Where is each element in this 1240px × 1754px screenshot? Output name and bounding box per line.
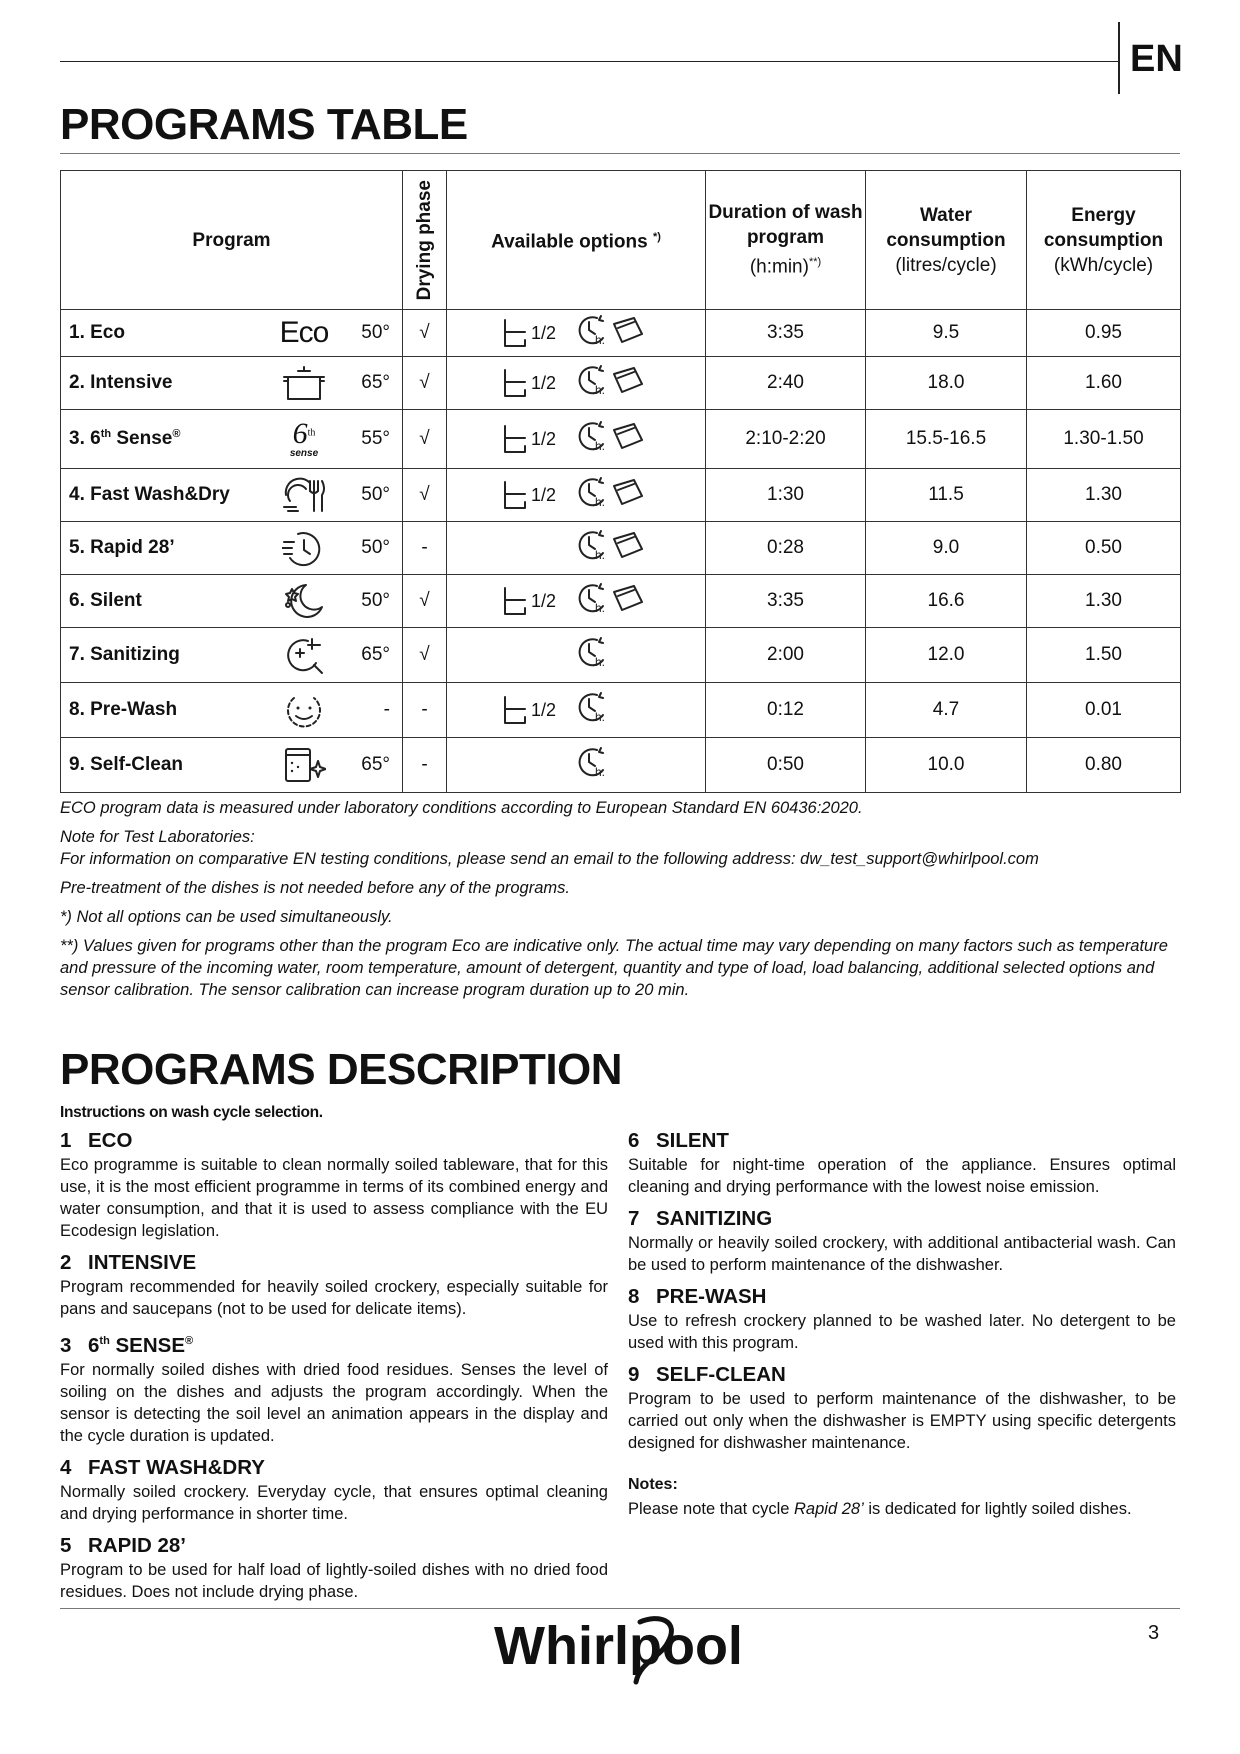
programs-table [60,170,1181,793]
program-temperature: 65° [361,372,390,393]
program-name [69,428,180,450]
programs-description-title: PROGRAMS DESCRIPTION [60,1045,623,1094]
page-number: 3 [1148,1622,1160,1644]
drying-phase-cell: - [403,738,447,793]
svg-text:h.: h. [595,333,606,346]
description-heading [628,1206,1176,1232]
program-description-item [60,1250,608,1320]
duration-header-text: Duration of wash program [708,202,863,249]
program-cell [61,357,403,410]
svg-text:h.: h. [595,495,606,508]
water-unit: (litres/cycle) [895,254,997,276]
program-name: 1. Eco [69,322,125,343]
description-number: 6 [628,1129,640,1152]
duration-cell: 1:30 [706,469,866,522]
drying-phase-cell: √ [403,575,447,628]
table-row [61,522,1181,575]
programs-table-title: PROGRAMS TABLE [60,100,468,149]
col-options [447,171,706,310]
half-load-icon [503,368,556,398]
options-cell [447,522,706,575]
water-cell: 12.0 [866,628,1027,683]
options-cell [447,357,706,410]
program-temperature: 55° [361,428,390,449]
description-title-suffix: SENSE [109,1333,185,1357]
sixth-sense-mark [290,419,318,459]
silent-moon-icon [277,578,331,624]
description-heading [628,1284,1176,1310]
drying-phase-cell: √ [403,628,447,683]
half-load-label: 1/2 [531,699,557,720]
duration-cell: 3:35 [706,575,866,628]
program-name: 8. Pre-Wash [69,699,178,720]
description-number: 9 [628,1363,640,1386]
program-temperature: - [383,699,390,720]
notes-text [628,1498,1176,1520]
description-number: 2 [60,1251,72,1274]
program-name-sup: th [100,427,112,440]
table-row [61,683,1181,738]
self-clean-icon [277,742,331,788]
program-name: 6. Silent [69,590,142,611]
sixth-sense-word: sense [289,448,319,459]
delay-start-icon [575,746,609,784]
program-cell [61,738,403,793]
delay-start-icon [575,364,609,402]
description-heading [628,1128,1176,1154]
table-row [61,628,1181,683]
water-cell: 11.5 [866,469,1027,522]
half-load-label: 1/2 [531,322,557,343]
table-row [61,357,1181,410]
table-row [61,469,1181,522]
pre-wash-icon [277,687,331,733]
pretreatment-note: Pre-treatment of the dishes is not needed before any of the programs. [60,879,570,897]
program-name: 2. Intensive [69,372,173,393]
program-temperature: 50° [361,322,390,343]
description-number: 7 [628,1207,640,1230]
water-header-text: Water consumption [886,204,1006,251]
program-cell [61,310,403,357]
delay-start-icon [575,420,609,458]
fast-wash-dry-icon [277,472,331,518]
footnote-values: **) Values given for programs other than the program Eco are indicative only. The actual time may vary depending on many factors such as temperature and pressure of the incoming water, room temperature, amount of detergent, quantity and type of load, load balancing, additional selected options and sensor calibration. The sensor calibration can increase program duration up to 20 min. [60,937,1168,999]
half-load-label: 1/2 [531,372,557,393]
tablet-icon [610,316,644,350]
footer-rule [60,1608,1180,1609]
description-right-column [628,1128,1176,1528]
eco-icon-text: Eco [279,316,329,349]
options-header-text: Available options [491,231,648,253]
description-text: Program to be used to perform maintenance of the dishwasher, to be carried out only when the dishwasher is EMPTY using specific detergents designed for dishwasher maintenance. [628,1390,1176,1452]
sanitizing-icon [277,632,331,678]
water-cell: 9.5 [866,310,1027,357]
delay-start-icon [575,476,609,514]
eco-icon [277,310,331,356]
options-cell [447,575,706,628]
half-load-icon [503,318,556,348]
tablet-icon [610,584,644,618]
description-title-text: SANITIZING [656,1207,773,1230]
drying-phase-cell: - [403,522,447,575]
half-load-label: 1/2 [531,484,557,505]
program-description-item [60,1128,608,1242]
description-heading [60,1250,608,1276]
program-temperature: 50° [361,484,390,505]
description-text: Eco programme is suitable to clean normally soiled tableware, that for this use, it is the most efficient programme in terms of its combined energy and water consumption, and that it is used to assess compliance with the EU Ecodesign legislation. [60,1156,608,1240]
options-cell [447,683,706,738]
6th-sense-icon [277,416,331,462]
duration-footnote-mark: **) [808,256,822,269]
drying-phase-cell: √ [403,410,447,469]
description-heading [60,1455,608,1481]
options-cell [447,469,706,522]
delay-start-icon [575,636,609,674]
col-program: Program [61,171,403,310]
svg-text:h.: h. [595,439,606,452]
program-cell [61,575,403,628]
description-title-text: PRE-WASH [656,1285,767,1308]
col-energy [1027,171,1181,310]
half-load-icon [503,480,556,510]
options-cell [447,310,706,357]
program-cell [61,522,403,575]
svg-text:h.: h. [595,655,606,668]
description-title-text: INTENSIVE [88,1251,197,1274]
options-cell [447,738,706,793]
description-number: 4 [60,1455,72,1479]
title-rule [60,153,1180,154]
water-cell: 9.0 [866,522,1027,575]
program-description-item [60,1328,608,1447]
svg-text:h.: h. [595,548,606,561]
program-cell [61,469,403,522]
program-description-item [628,1128,1176,1198]
drying-phase-cell: - [403,683,447,738]
drying-phase-label: Drying phase [414,179,435,301]
program-temperature: 50° [361,590,390,611]
water-cell: 10.0 [866,738,1027,793]
description-heading [60,1128,608,1154]
program-cell [61,628,403,683]
program-name-prefix: 3. 6 [69,428,101,450]
svg-text:h.: h. [595,601,606,614]
rapid-icon [277,525,331,571]
drying-phase-cell: √ [403,310,447,357]
energy-cell: 0.01 [1027,683,1181,738]
description-heading [60,1328,608,1359]
description-title-text: FAST WASH&DRY [88,1455,265,1479]
notes-text-end: is dedicated for lightly soiled dishes. [863,1500,1132,1518]
program-name: 7. Sanitizing [69,644,180,665]
registered-mark: ® [172,427,181,440]
sixth-sense-number: 6 [292,417,308,450]
duration-cell: 2:10-2:20 [706,410,866,469]
program-name-suffix: Sense [111,428,173,450]
instructions-heading: Instructions on wash cycle selection. [60,1104,323,1121]
drying-phase-cell: √ [403,469,447,522]
options-footnote-mark: *) [652,231,661,244]
language-code: EN [1130,38,1183,80]
svg-text:h.: h. [595,710,606,723]
program-name: 9. Self-Clean [69,754,184,775]
footnote-options: *) Not all options can be used simultaneously. [60,908,393,926]
half-load-label: 1/2 [531,590,557,611]
program-cell [61,683,403,738]
test-lab-note: For information on comparative EN testing conditions, please send an email to the following address: dw_test_support@whirlpool.com [60,850,1039,868]
energy-unit: (kWh/cycle) [1053,254,1154,276]
svg-text:h.: h. [595,383,606,396]
notes-heading: Notes: [628,1476,678,1493]
description-text: For normally soiled dishes with dried food residues. Senses the level of soiling on the dishes and adjusts the program accordingly. When the sensor is detecting the soil level an animation appears in the display and the cycle duration is updated. [60,1360,608,1445]
description-number: 8 [628,1285,640,1308]
description-text: Program recommended for heavily soiled crockery, especially suitable for pans and saucepans (not to be used for delicate items). [60,1278,608,1318]
description-text: Normally or heavily soiled crockery, with additional antibacterial wash. Can be used to perform maintenance of the dishwasher. [628,1234,1176,1274]
table-row [61,575,1181,628]
col-duration [706,171,866,310]
description-title-text: SELF-CLEAN [656,1363,786,1386]
tablet-icon [610,478,644,512]
energy-cell: 1.30 [1027,469,1181,522]
sixth-sense-sup: th [307,427,316,439]
program-temperature: 65° [361,754,390,775]
program-name: 4. Fast Wash&Dry [69,484,230,505]
tablet-icon [610,366,644,400]
test-lab-note-title: Note for Test Laboratories: [60,828,255,846]
description-title-text: RAPID 28’ [88,1533,186,1557]
duration-unit: (h:min) [749,256,809,278]
half-load-icon [503,586,556,616]
table-row [61,310,1181,357]
program-description-item [628,1206,1176,1276]
energy-cell: 0.80 [1027,738,1181,793]
half-load-icon [503,695,556,725]
energy-cell: 0.95 [1027,310,1181,357]
water-cell: 18.0 [866,357,1027,410]
energy-cell: 1.60 [1027,357,1181,410]
logo-wordmark: Whirlpool [494,1616,743,1676]
energy-header-text: Energy consumption [1043,204,1164,251]
header-divider [1118,22,1120,94]
whirlpool-logo [490,1612,750,1699]
duration-cell: 0:28 [706,522,866,575]
description-text: Normally soiled crockery. Everyday cycle, that ensures optimal cleaning and drying performance in shorter time. [60,1482,608,1523]
energy-cell: 0.50 [1027,522,1181,575]
energy-cell: 1.50 [1027,628,1181,683]
description-heading [60,1533,608,1559]
program-name: 5. Rapid 28’ [69,537,175,558]
program-description-item [628,1284,1176,1354]
water-cell: 4.7 [866,683,1027,738]
description-heading [628,1362,1176,1388]
svg-text:h.: h. [595,765,606,778]
duration-cell: 3:35 [706,310,866,357]
description-title-text: SILENT [656,1129,729,1152]
water-cell: 16.6 [866,575,1027,628]
description-text: Program to be used for half load of lightly-soiled dishes with no dried food residues. Does not include drying phase. [60,1560,608,1601]
duration-cell: 0:12 [706,683,866,738]
program-description-item [60,1455,608,1525]
program-temperature: 65° [361,644,390,665]
delay-start-icon [575,314,609,352]
delay-start-icon [575,582,609,620]
description-number: 1 [60,1129,72,1152]
water-cell: 15.5-16.5 [866,410,1027,469]
energy-cell: 1.30-1.50 [1027,410,1181,469]
description-text: Use to refresh crockery planned to be washed later. No detergent to be used with this program. [628,1312,1176,1352]
col-water [866,171,1027,310]
col-drying-phase [403,171,447,310]
description-title-prefix: 6 [88,1333,100,1357]
description-number: 5 [60,1533,72,1557]
description-title-text: ECO [88,1129,133,1152]
description-number: 3 [60,1333,72,1357]
notes-text-start: Please note that cycle [628,1500,795,1518]
delay-start-icon [575,691,609,729]
drying-phase-cell: √ [403,357,447,410]
registered-mark: ® [185,1335,194,1347]
program-description-item [60,1533,608,1603]
header-rule [60,61,1120,62]
table-row [61,738,1181,793]
description-left-column [60,1128,608,1611]
program-temperature: 50° [361,537,390,558]
options-cell [447,628,706,683]
program-cell [61,410,403,469]
duration-cell: 2:40 [706,357,866,410]
energy-cell: 1.30 [1027,575,1181,628]
description-title-sup: th [99,1335,110,1347]
duration-cell: 0:50 [706,738,866,793]
pot-icon [277,360,331,406]
half-load-icon [503,424,556,454]
table-row [61,410,1181,469]
tablet-icon [610,531,644,565]
delay-start-icon [575,529,609,567]
eco-note: ECO program data is measured under laboratory conditions according to European Standard EN 60436:2020. [60,799,863,817]
table-header-row [61,171,1181,310]
notes-text-program: Rapid 28’ [794,1500,864,1518]
program-description-item [628,1362,1176,1454]
options-cell [447,410,706,469]
half-load-label: 1/2 [531,428,557,449]
description-text: Suitable for night-time operation of the appliance. Ensures optimal cleaning and drying performance with the lowest noise emission. [628,1156,1176,1196]
duration-cell: 2:00 [706,628,866,683]
tablet-icon [610,422,644,456]
